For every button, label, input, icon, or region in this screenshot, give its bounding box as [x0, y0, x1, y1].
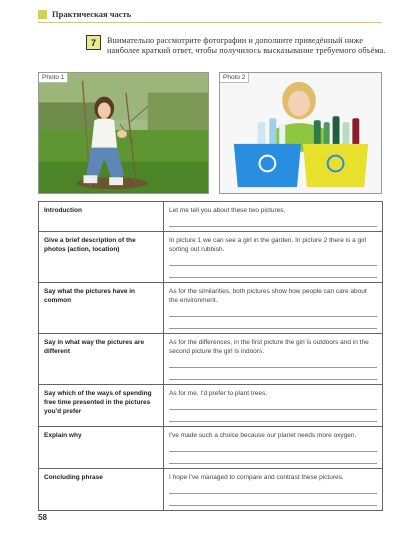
answer-line: [169, 370, 377, 380]
answer-line: [169, 496, 377, 506]
answer-line: [169, 358, 377, 368]
answer-line: [169, 412, 377, 422]
plan-prompt: Give a brief description of the photos (action, location): [39, 232, 164, 283]
plan-answer-cell: [164, 334, 383, 385]
plan-prompt: Say in what way the pictures are different: [39, 334, 164, 385]
plan-prompt: Explain why: [39, 427, 164, 469]
answer-line: [169, 484, 377, 494]
table-row: [39, 283, 383, 334]
answer-line: [169, 454, 377, 464]
plan-prompt: Concluding phrase: [39, 469, 164, 511]
plan-prompt: Introduction: [39, 202, 164, 232]
section-title: Практическая часть: [52, 9, 132, 19]
answer-line: [169, 442, 377, 452]
plan-answer-cell: [164, 232, 383, 283]
speaking-plan-table: [38, 201, 383, 511]
plan-prompt: Say which of the ways of spending free time presented in the pictures you'd prefer: [39, 385, 164, 427]
section-marker: [38, 10, 47, 19]
table-row: [39, 232, 383, 283]
plan-answer-cell: [164, 202, 383, 232]
answer-line: [169, 268, 377, 278]
page-number: 58: [38, 513, 47, 522]
table-row: [39, 385, 383, 427]
section-header: [38, 9, 131, 19]
answer-line: [169, 307, 377, 317]
plan-answer-text: I hope I've managed to compare and contrast these pictures.: [169, 474, 344, 481]
plan-prompt: Say what the pictures have in common: [39, 283, 164, 334]
photo-2-label: Photo 2: [220, 73, 249, 83]
table-row: [39, 202, 383, 232]
task-number: 7: [86, 35, 101, 50]
photo-1-label: Photo 1: [39, 73, 68, 83]
plan-answer-text: As for me, I'd prefer to plant trees.: [169, 390, 268, 397]
plan-answer-text: As for the differences, in the first picture the girl is outdoors and in the second picture the girl is indoors.: [169, 339, 369, 355]
answer-line: [169, 400, 377, 410]
photo-2: [219, 72, 382, 194]
photo-2-image: [220, 73, 381, 193]
plan-answer-text: As for the similarities, both pictures show how people can care about the environment.: [169, 288, 367, 304]
photo-1-image: [39, 73, 208, 193]
photo-1: [38, 72, 209, 194]
answer-line: [169, 319, 377, 329]
plan-answer-cell: [164, 427, 383, 469]
plan-answer-cell: [164, 469, 383, 511]
answer-line: [169, 256, 377, 266]
plan-answer-text: In picture 1 we can see a girl in the garden. In picture 2 there is a girl sorting out rubbish.: [169, 237, 367, 253]
plan-answer-cell: [164, 385, 383, 427]
plan-answer-text: I've made such a choice because our planet needs more oxygen.: [169, 432, 357, 439]
task-instruction: Внимательно рассмотрите фотографии и дополните приведённый ниже наиболее краткий ответ, чтобы получилось высказывание требуемого объёма.: [107, 36, 386, 55]
plan-answer-text: Let me tell you about these two pictures.: [169, 207, 286, 214]
table-row: [39, 469, 383, 511]
table-row: [39, 427, 383, 469]
table-row: [39, 334, 383, 385]
header-divider: [38, 22, 382, 23]
plan-answer-cell: [164, 283, 383, 334]
answer-line: [169, 217, 377, 227]
